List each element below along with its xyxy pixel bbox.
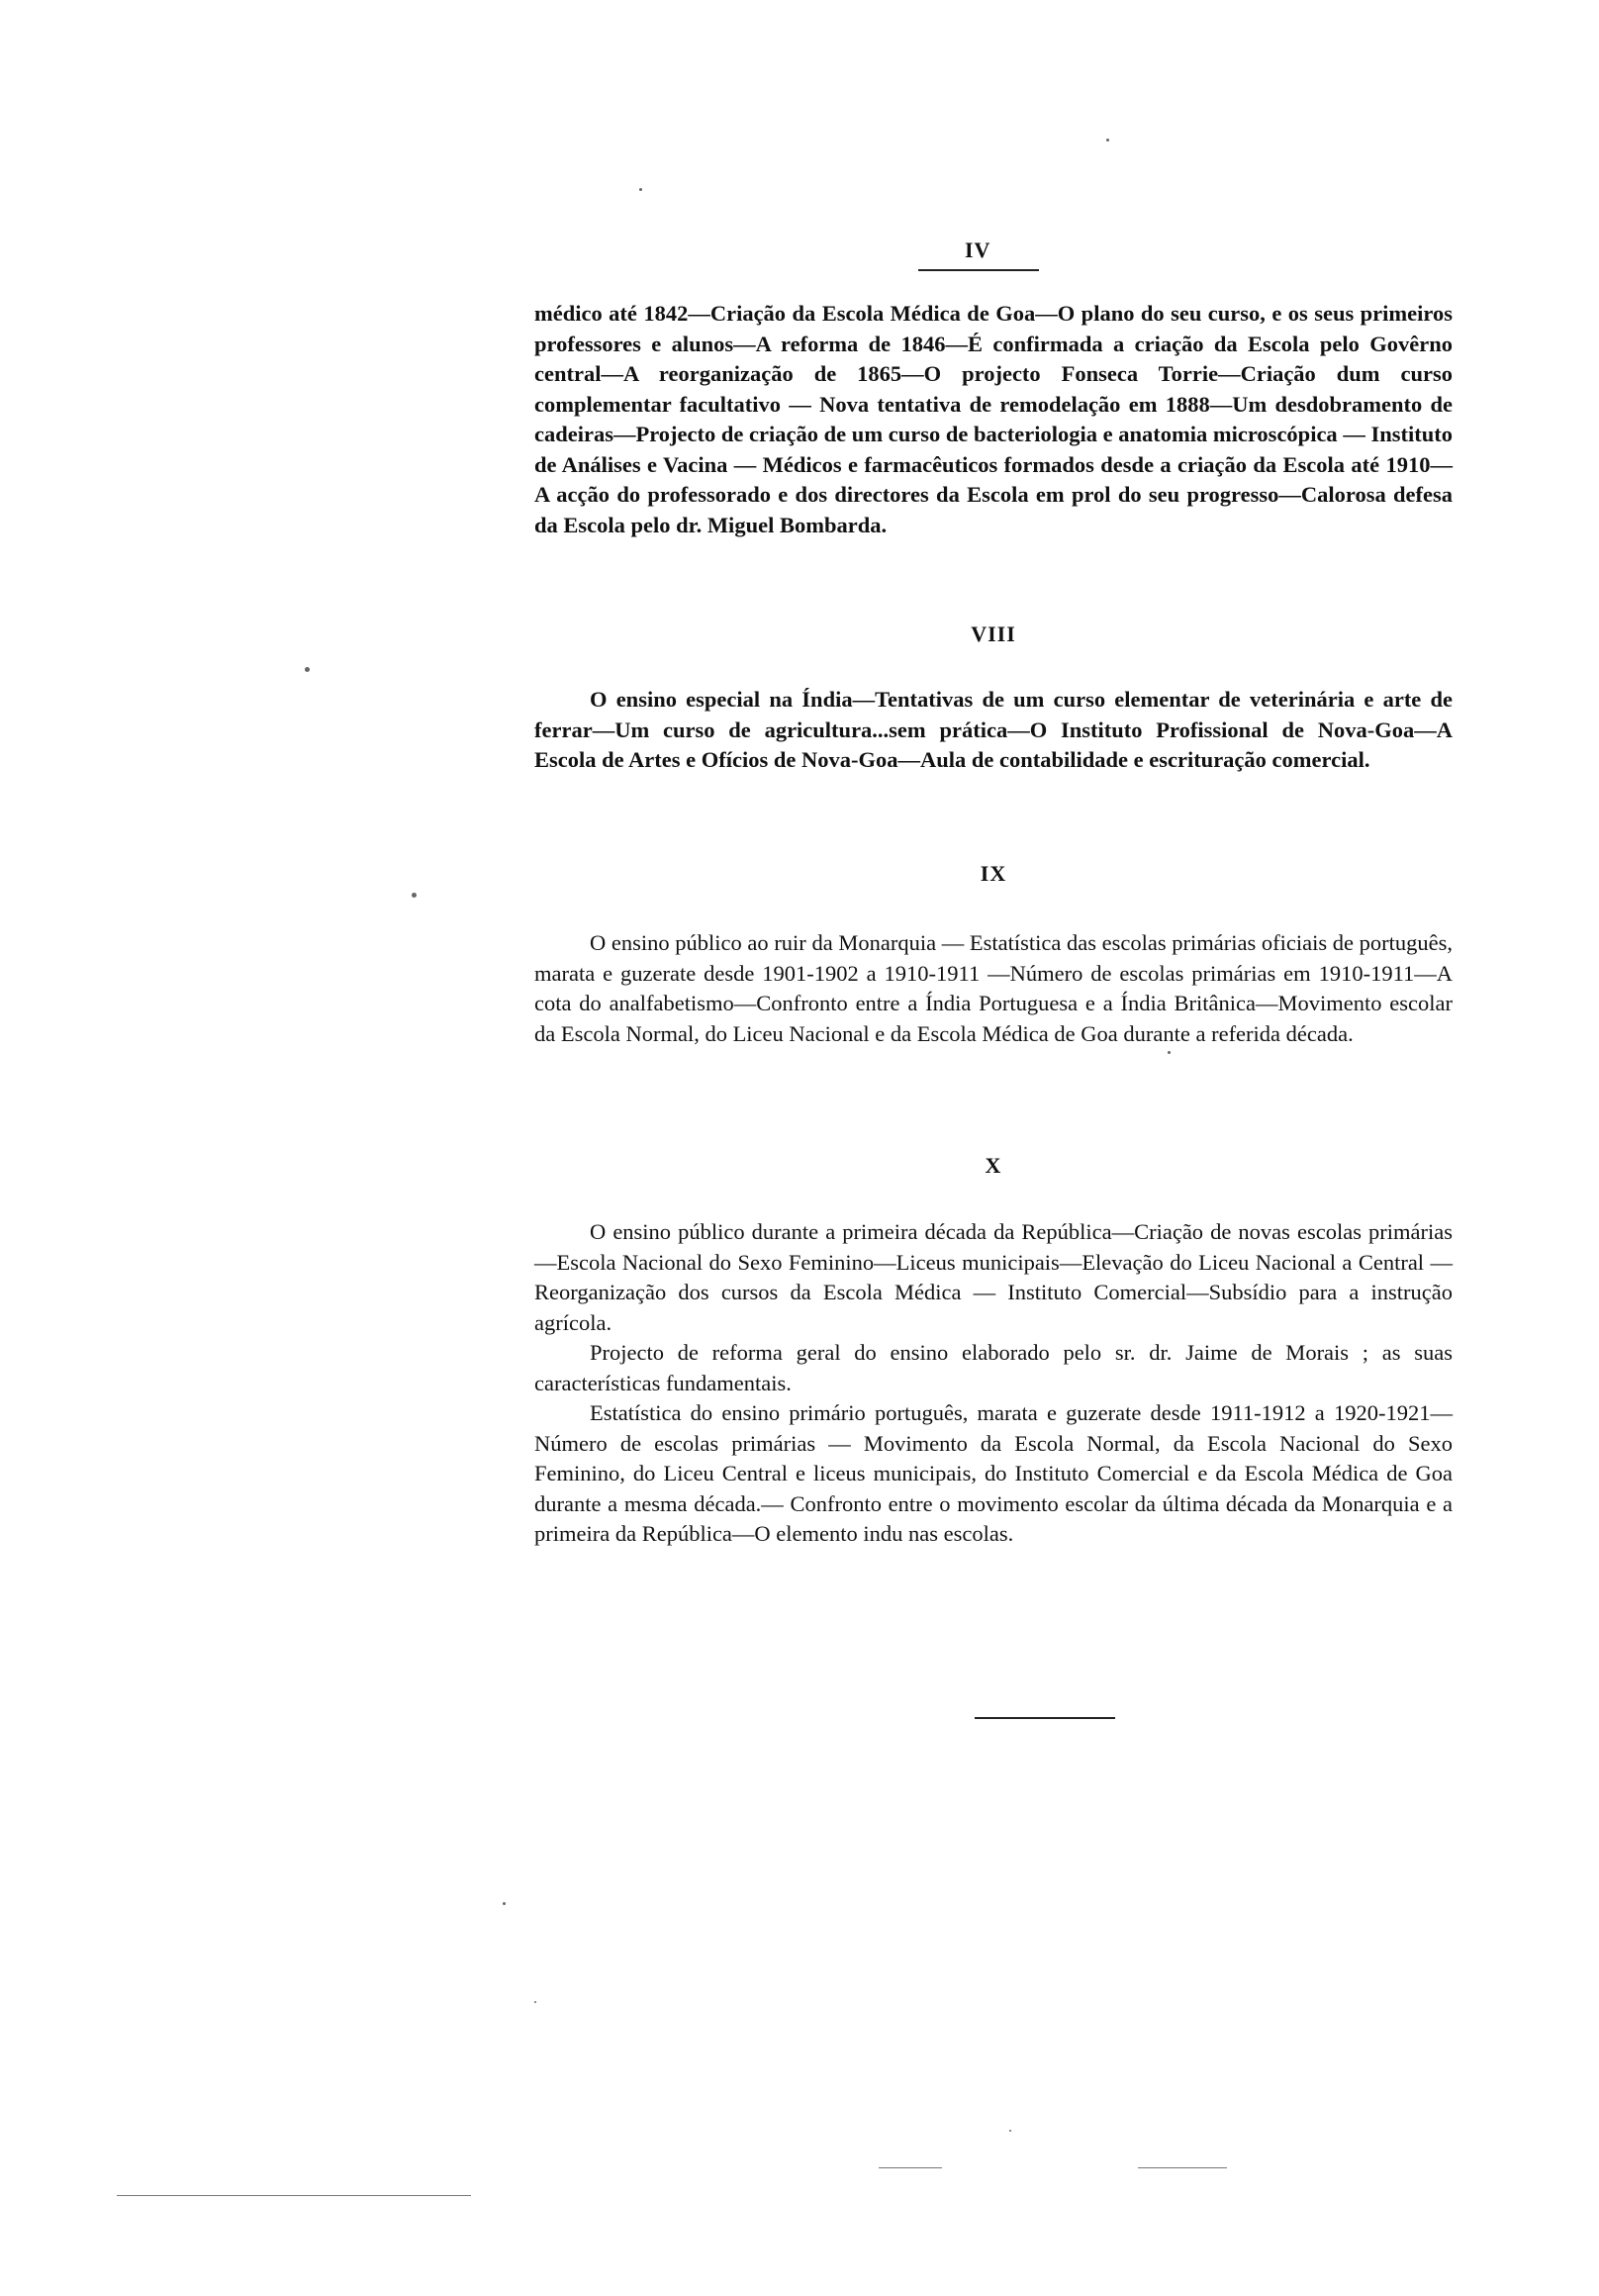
scan-speck xyxy=(1009,2130,1011,2132)
section-x-summary xyxy=(534,1217,1453,1550)
scan-speck xyxy=(639,188,642,191)
section-heading-viii: VIII xyxy=(971,622,1016,646)
section-ix-summary xyxy=(534,928,1453,1049)
section-x-paragraph-3: Estatística do ensino primário português, marata e guzerate desde 1911-1912 a 1920-1921—Número de escolas primárias — Movimento da Escola Normal, da Escola Nacional do Sexo Feminino, do Liceu Central e liceus municipais, do Instituto Comercial e da Escola Médica de Goa durante a mesma década.— Confronto entre o movimento escolar da última década da Monarquia e a primeira da República—O elemento indu nas escolas. xyxy=(534,1400,1453,1546)
scan-speck xyxy=(412,893,417,898)
continuation-paragraph: médico até 1842—Criação da Escola Médica de Goa—O plano do seu curso, e os seus primeiros professores e alunos—A reforma de 1846—É confirmada a criação da Escola pelo Govêrno central—A reorganização de 1865—O projecto Fonseca Torrie—Criação dum curso complementar facultativo — Nova tentativa de remodelação em 1888—Um desdobramento de cadeiras—Projecto de criação de um curso de bacteriologia e anatomia microscópica — Instituto de Análises e Vacina — Médicos e farmacêuticos formados desde a criação da Escola até 1910—A acção do professorado e dos directores da Escola em prol do seu progresso—Calorosa defesa da Escola pelo dr. Miguel Bombarda. xyxy=(534,301,1453,537)
section-viii-paragraph: O ensino especial na Índia—Tentativas de um curso elementar de veterinária e arte de ferrar—Um curso de agricultura...sem prática—O Instituto Profissional de Nova-Goa—A Escola de Artes e Ofícios de Nova-Goa—Aula de contabilidade e escrituração comercial. xyxy=(534,687,1453,772)
scan-line xyxy=(1138,2167,1227,2168)
scan-speck xyxy=(1168,1051,1171,1054)
section-ix-paragraph: O ensino público ao ruir da Monarquia — Estatística das escolas primárias oficiais de português, marata e guzerate desde 1901-1902 a 1910-1911 —Número de escolas primárias em 1910-1911—A cota do analfabetismo—Confronto entre a Índia Portuguesa e a Índia Britânica—Movimento escolar da Escola Normal, do Liceu Nacional e da Escola Médica de Goa durante a referida década. xyxy=(534,930,1453,1046)
scan-speck xyxy=(534,2001,536,2003)
section-viii-summary xyxy=(534,685,1453,776)
header-rule xyxy=(918,269,1039,271)
scan-line xyxy=(117,2195,471,2196)
scan-line xyxy=(879,2167,942,2168)
continuation-summary xyxy=(534,299,1453,540)
section-heading-ix: IX xyxy=(980,861,1007,886)
scan-speck xyxy=(305,667,310,672)
section-heading-x: X xyxy=(985,1153,1002,1178)
closing-rule xyxy=(975,1717,1115,1719)
scan-speck xyxy=(503,1902,506,1905)
section-x-paragraph-2: Projecto de reforma geral do ensino elaborado pelo sr. dr. Jaime de Morais ; as suas características fundamentais. xyxy=(534,1340,1453,1395)
scan-speck xyxy=(1106,139,1109,142)
page-number: IV xyxy=(965,238,991,262)
section-x-paragraph-1: O ensino público durante a primeira década da República—Criação de novas escolas primárias—Escola Nacional do Sexo Feminino—Liceus municipais—Elevação do Liceu Nacional a Central — Reorganização dos cursos da Escola Médica — Instituto Comercial—Subsídio para a instrução agrícola. xyxy=(534,1219,1453,1335)
